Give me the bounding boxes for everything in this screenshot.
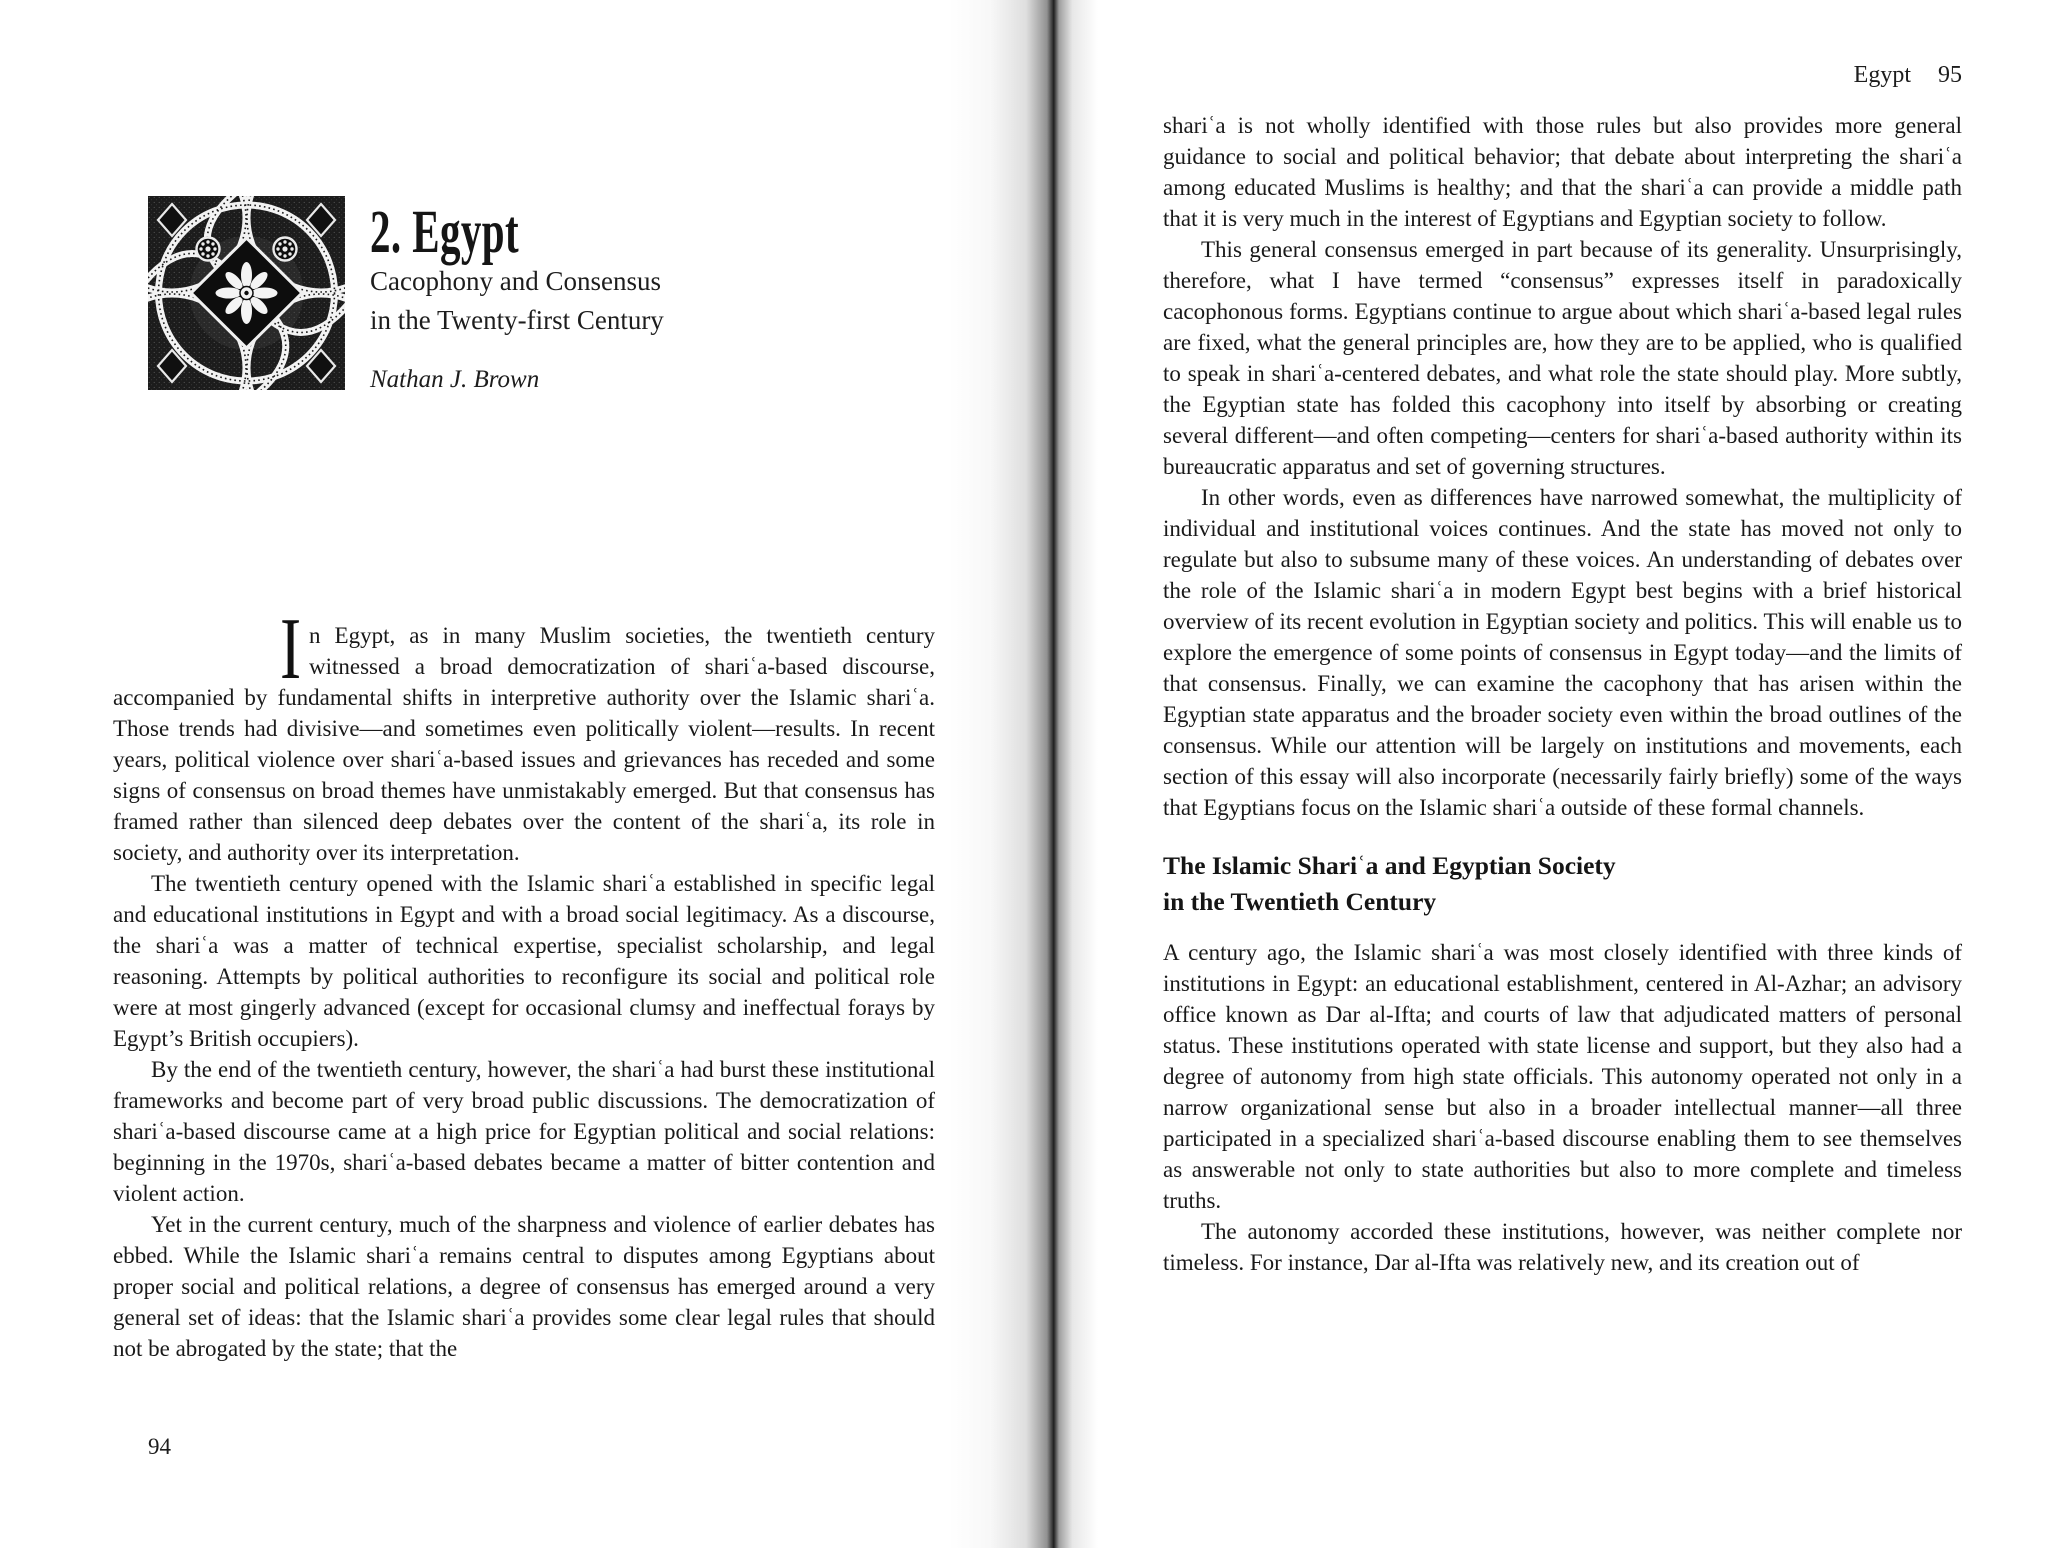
- drop-cap: I: [280, 601, 302, 698]
- paragraph: In other words, even as differences have narrowed somewhat, the multiplicity of individual and institutional voices continues. And the state has moved not only to regulate but also to subsume many of these voices. An understanding of debates over the role of the Islamic shariʿa in modern Egypt best begins with a brief historical overview of its recent evolution in Egyptian society and politics. This will enable us to explore the emergence of some points of consensus in Egypt today—and the limits of that consensus. Finally, we can examine the cacophony that has arisen within the Egyptian state apparatus and the broader society even within the broad outlines of the consensus. While our attention will be largely on institutions and movements, each section of this essay will also incorporate (necessarily fairly briefly) some of the ways that Egyptians focus on the Islamic shariʿa outside of these formal channels.: [1163, 485, 1962, 820]
- section-heading: [1163, 848, 1962, 920]
- running-header: [1163, 62, 1962, 89]
- chapter-author: Nathan J. Brown: [370, 366, 540, 393]
- left-page-body: [113, 601, 935, 1364]
- paragraph-continuation: shariʿa is not wholly identified with those rules but also provides more general guidance to social and political behavior; that debate about interpreting the shariʿa among educated Muslims is healthy; and that the shariʿa can provide a middle path that it is very much in the interest of Egyptians and Egyptian society to follow.: [1163, 113, 1962, 231]
- page-number-right: 95: [1938, 62, 1962, 88]
- paragraph: The autonomy accorded these institutions, however, was neither complete nor timeless. For instance, Dar al-Ifta was relatively new, and its creation out of: [1163, 1219, 1962, 1275]
- paragraph: Yet in the current century, much of the sharpness and violence of earlier debates has ebbed. While the Islamic shariʿa remains central to disputes among Egyptians about proper social and political relations, a degree of consensus has emerged around a very general set of ideas: that the Islamic shariʿa provides some clear legal rules that should not be abrogated by the state; that the: [113, 1212, 935, 1361]
- left-page: [113, 0, 935, 1548]
- book-gutter-shadow: [948, 0, 1098, 1548]
- chapter-subtitle: [370, 262, 664, 340]
- running-header-title: Egypt: [1853, 62, 1911, 88]
- paragraph-text: n Egypt, as in many Muslim societies, the twentieth century witnessed a broad democratization of shariʿa-based discourse, accompanied by fundamental shifts in interpretive authority over the Islamic shariʿa. Those trends had divisive—and sometimes even politically violent—results. In recent years, political violence over shariʿa-based issues and grievances has receded and some signs of consensus on broad themes have unmistakably emerged. But that consensus has framed rather than silenced deep debates over the content of the shariʿa, its role in society, and authority over its interpretation.: [113, 623, 935, 865]
- page-number-left: 94: [148, 1434, 171, 1459]
- right-page: [1163, 0, 1962, 1548]
- dropcap-indent-spacer: [113, 620, 280, 678]
- paragraph-section-opening: A century ago, the Islamic shariʿa was most closely identified with three kinds of institutions in Egypt: an educational establishment, centered in Al-Azhar; an advisory office known as Dar al-Ifta; and courts of law that adjudicated matters of personal status. These institutions operated with state license and support, but they also had a degree of autonomy from high state officials. This autonomy operated not only in a narrow organizational sense but also in a broader intellectual manner—all three participated in a specialized shariʿa-based discourse enabling them to see themselves as answerable not only to state authorities but also to more complete and timeless truths.: [1163, 940, 1962, 1213]
- section-heading-line2: in the Twentieth Century: [1163, 887, 1437, 916]
- section-heading-line1: The Islamic Shariʿa and Egyptian Society: [1163, 851, 1616, 880]
- paragraph-opening: [113, 601, 935, 868]
- chapter-subtitle-line1: Cacophony and Consensus: [370, 266, 661, 296]
- right-page-body: [1163, 110, 1962, 1278]
- paragraph: By the end of the twentieth century, however, the shariʿa had burst these institutional frameworks and become part of very broad public discussions. The democratization of shariʿa-based discourse came at a high price for Egyptian political and social relations: beginning in the 1970s, shariʿa-based debates became a matter of bitter contention and violent action.: [113, 1057, 935, 1206]
- chapter-subtitle-line2: in the Twenty-first Century: [370, 305, 664, 335]
- chapter-title: 2. Egypt: [370, 197, 520, 266]
- paragraph: This general consensus emerged in part because of its generality. Unsurprisingly, therefore, what I have termed “consensus” expresses itself in paradoxically cacophonous forms. Egyptians continue to argue about which shariʿa-based legal rules are fixed, what the general principles are, how they are to be applied, who is qualified to speak in shariʿa-centered debates, and what role the state should play. More subtly, the Egyptian state has folded this cacophony into itself by absorbing or creating several different—and often competing—centers for shariʿa-based authority within its bureaucratic apparatus and set of governing structures.: [1163, 237, 1962, 479]
- arabesque-ornament: [148, 196, 345, 390]
- paragraph: The twentieth century opened with the Islamic shariʿa established in specific legal and educational institutions in Egypt and with a broad social legitimacy. As a discourse, the shariʿa was a matter of technical expertise, specialist scholarship, and legal reasoning. Attempts by political authorities to reconfigure its social and political role were at most gingerly advanced (except for occasional clumsy and ineffectual forays by Egypt’s British occupiers).: [113, 871, 935, 1051]
